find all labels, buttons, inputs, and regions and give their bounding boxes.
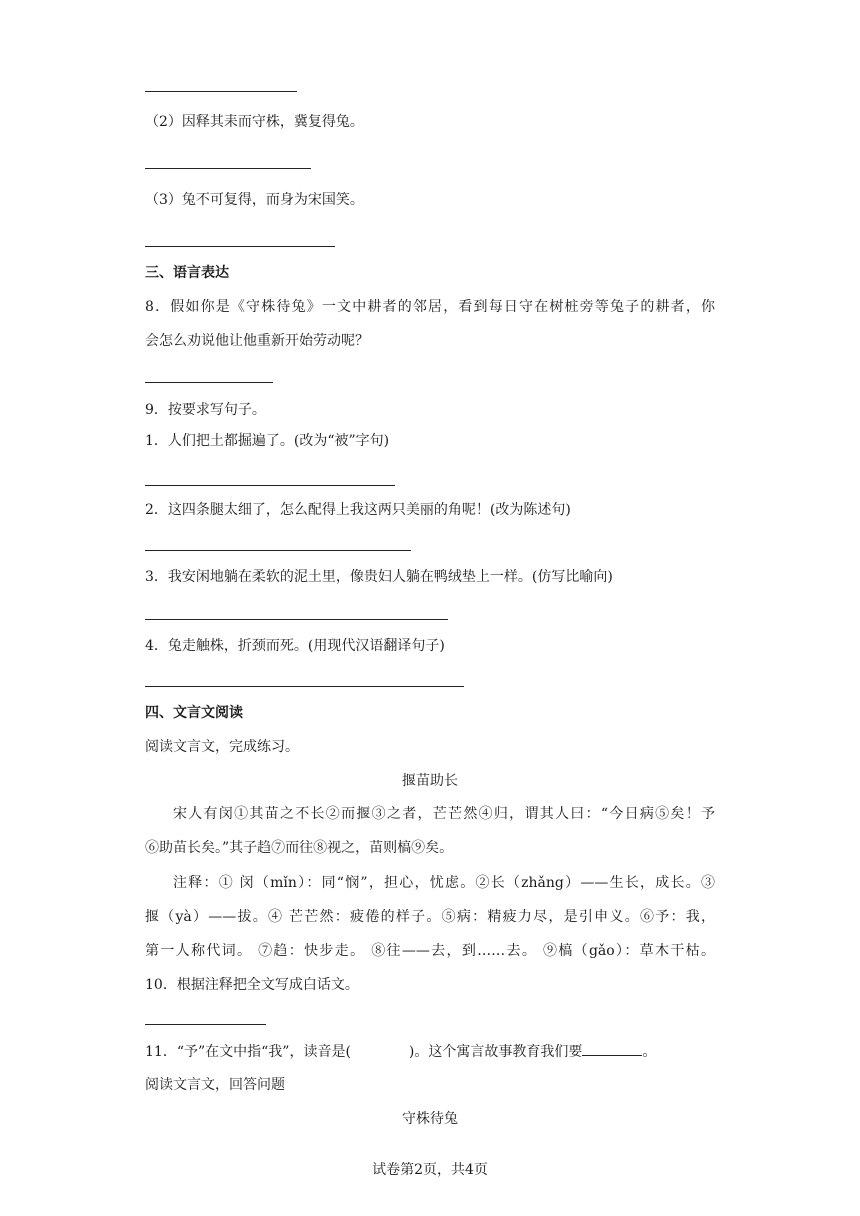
passage-1-line-1: 宋人有闵①其苗之不长②而揠③之者，芒芒然④归，谓其人曰：“今日病⑤矣！予: [173, 806, 715, 822]
question-10: 10．根据注释把全文写成白话文。: [145, 977, 359, 993]
question-11-text-3: 。: [642, 1044, 657, 1060]
answer-line: [145, 550, 411, 551]
q7-item-2: （2）因释其耒而守株，冀复得兔。: [145, 114, 364, 130]
question-9-2: 2．这四条腿太细了，怎么配得上我这两只美丽的角呢！(改为陈述句): [145, 502, 571, 518]
question-9: 9．按要求写句子。: [145, 402, 266, 418]
instruction-1: 阅读文言文，完成练习。: [145, 739, 299, 755]
passage-1-line-2: ⑥助苗长矣。”其子趋⑦而往⑧视之，苗则槁⑨矣。: [145, 840, 454, 856]
moral-blank[interactable]: [582, 1041, 642, 1056]
passage-2-title: 守株待兔: [402, 1111, 458, 1127]
answer-line: [145, 168, 311, 169]
passage-1-title: 揠苗助长: [402, 773, 458, 789]
answer-line: [145, 686, 464, 687]
section-heading-3: 三、语言表达: [145, 265, 229, 281]
instruction-2: 阅读文言文，回答问题: [145, 1077, 285, 1093]
section-heading-4: 四、文言文阅读: [145, 705, 243, 721]
answer-line: [145, 91, 297, 92]
q7-item-3: （3）兔不可复得，而身为宋国笑。: [145, 192, 364, 208]
answer-line: [145, 619, 448, 620]
question-11: [145, 1041, 656, 1062]
notes-line-1: 注释：① 闵（mǐn）：同“悯”，担心，忧虑。②长（zhǎng）——生长，成长。③: [173, 875, 715, 891]
question-9-3: 3．我安闲地躺在柔软的泥土里，像贵妇人躺在鸭绒垫上一样。(仿写比喻向): [145, 569, 613, 585]
answer-line: [145, 246, 335, 247]
question-9-4: 4．兔走触株，折颈而死。(用现代汉语翻译句子): [145, 638, 445, 654]
page-footer: 试卷第2页，共4页: [372, 1162, 488, 1178]
question-11-text-2: )。这个寓言故事教育我们要: [408, 1044, 583, 1060]
answer-line: [145, 382, 273, 383]
question-8-line-2: 会怎么劝说他让他重新开始劳动呢？: [145, 333, 369, 349]
notes-line-2: 揠（yà）——拔。④ 芒芒然：疲倦的样子。⑤病：精疲力尽，是引申义。⑥予：我，: [145, 909, 715, 925]
question-9-1: 1．人们把土都掘遍了。(改为“被”字句): [145, 433, 390, 449]
notes-line-3: 第一人称代词。 ⑦趋：快步走。 ⑧往——去，到……去。 ⑨槁（gǎo）：草木干枯。: [145, 943, 715, 959]
question-8-line-1: 8．假如你是《守株待兔》一文中耕者的邻居，看到每日守在树桩旁等兔子的耕者，你: [145, 299, 715, 315]
answer-line: [145, 1024, 266, 1025]
answer-line: [145, 485, 395, 486]
question-11-text-1: 11．“予”在文中指“我”，读音是(: [145, 1044, 351, 1060]
